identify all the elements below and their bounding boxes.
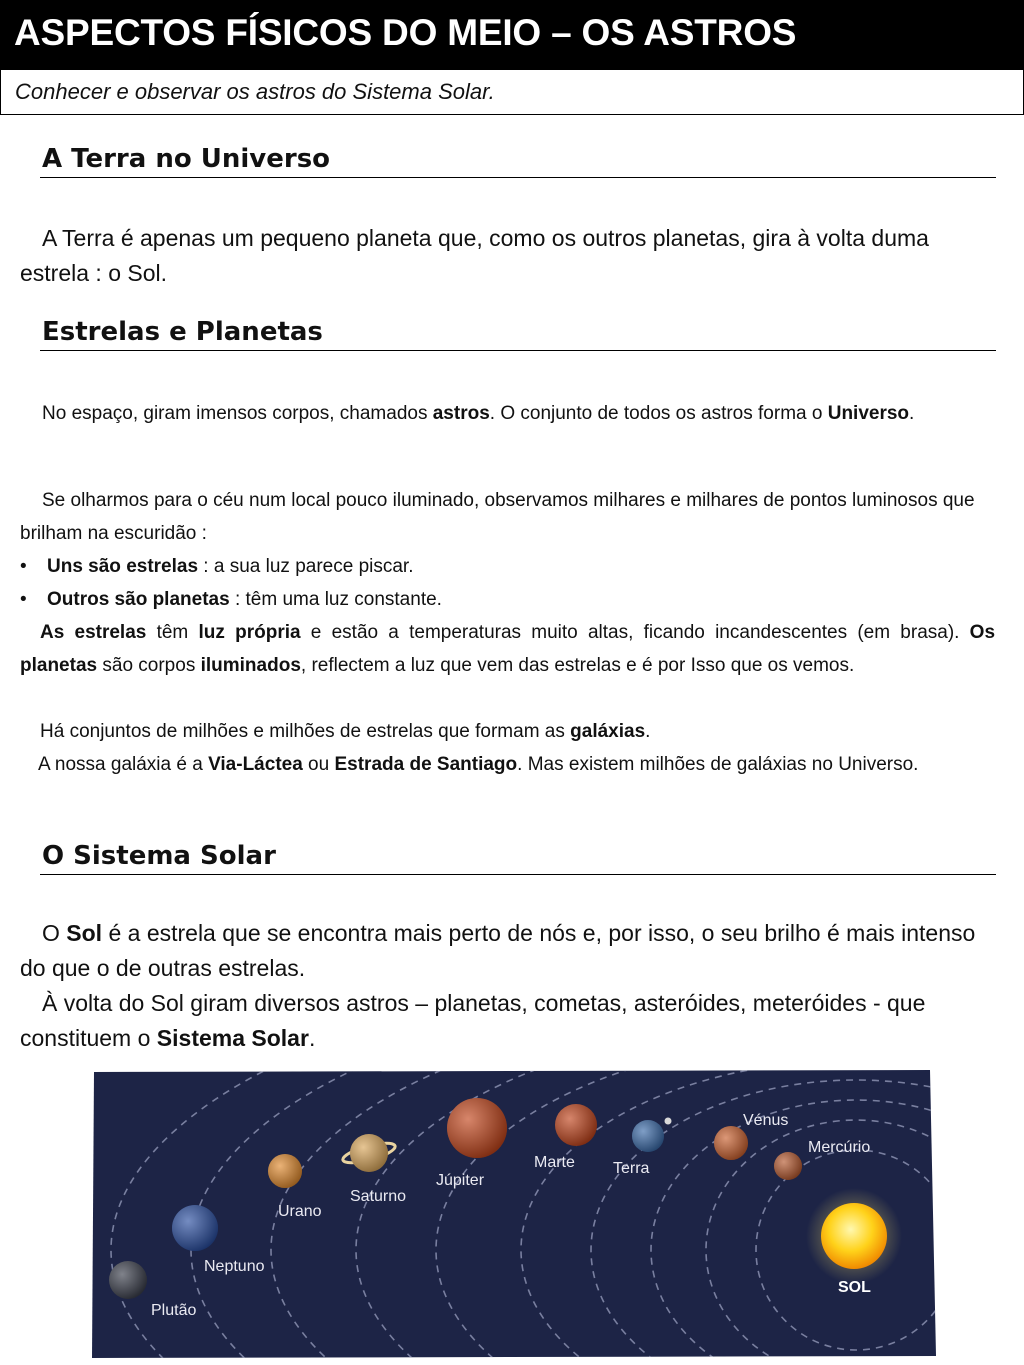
venus-label: Vénus xyxy=(743,1112,789,1129)
planet-shading xyxy=(555,1104,597,1146)
text-span: Se olharmos para o céu num local pouco iluminado, observamos milhares e milhares de pontos luminosos que brilham na escuridão : xyxy=(20,490,975,544)
bold-term: galáxias xyxy=(570,721,646,742)
bold-term-astros: astros xyxy=(432,403,490,424)
planet-shading xyxy=(714,1126,748,1160)
bullet-icon: • xyxy=(20,556,27,577)
planet-shading xyxy=(350,1134,388,1172)
page-subtitle: Conhecer e observar os astros do Sistema Solar. xyxy=(15,79,495,104)
paragraph-sol xyxy=(20,916,995,986)
uranus-label: Urano xyxy=(278,1203,322,1220)
paragraph-sistema-solar xyxy=(20,986,995,1056)
text-span: . xyxy=(909,403,915,424)
mars-label: Marte xyxy=(534,1154,575,1171)
bold-term: Outros são planetas xyxy=(47,589,230,610)
text-span: é a estrela que se encontra mais perto de nós e, por isso, o seu brilho é mais intenso do que o de outras estrelas. xyxy=(20,920,976,981)
bold-term: iluminados xyxy=(200,655,301,676)
text-span: À volta do Sol giram diversos astros – planetas, cometas, asteróides, meteróides - que constituem o xyxy=(20,990,926,1051)
paragraph-luz-propria xyxy=(20,616,995,682)
text-span: . O conjunto de todos os astros forma o xyxy=(489,403,828,424)
text-span: A nossa galáxia é a xyxy=(38,754,209,775)
bold-term: Via-Láctea xyxy=(208,754,303,775)
pluto-label: Plutão xyxy=(151,1302,197,1319)
section-heading-sistema xyxy=(40,838,996,875)
section-heading-sistema-text: O Sistema Solar xyxy=(42,841,276,871)
title-bar xyxy=(0,0,1024,69)
jupiter-label: Júpiter xyxy=(436,1172,485,1189)
text-span: , reflectem a luz que vem das estrelas e é por Isso que os vemos. xyxy=(300,655,855,676)
bold-term: Uns são estrelas xyxy=(47,556,199,577)
text-span: Há conjuntos de milhões e milhões de estrelas que formam as xyxy=(40,721,571,742)
bold-term: As estrelas xyxy=(40,622,147,643)
text-span: O xyxy=(42,920,67,946)
planet-shading xyxy=(172,1205,218,1251)
solar-system-image xyxy=(88,1068,938,1360)
paragraph-via-lactea xyxy=(20,748,995,781)
text-span: têm xyxy=(146,622,199,643)
text-span: . xyxy=(308,1025,316,1051)
sun-planet xyxy=(821,1203,887,1269)
planet-shading xyxy=(447,1098,507,1158)
subtitle-box xyxy=(0,69,1024,115)
saturn-label: Saturno xyxy=(350,1188,407,1205)
text-span: No espaço, giram imensos corpos, chamados xyxy=(42,403,433,424)
text-span: são corpos xyxy=(97,655,201,676)
bold-term: Estrada de Santiago xyxy=(334,754,518,775)
planet-shading xyxy=(109,1261,147,1299)
paragraph-terra-text: A Terra é apenas um pequeno planeta que, como os outros planetas, gira à volta duma estrela : o Sol. xyxy=(20,225,929,286)
bullet-item-estrelas xyxy=(20,550,995,583)
earth-label: Terra xyxy=(613,1160,650,1177)
mercury-label: Mercúrio xyxy=(808,1139,871,1156)
neptune-label: Neptuno xyxy=(204,1258,265,1275)
paragraph-terra xyxy=(20,221,995,291)
page-title: ASPECTOS FÍSICOS DO MEIO – OS ASTROS xyxy=(14,12,797,53)
bold-term: luz própria xyxy=(198,622,301,643)
section-heading-terra xyxy=(40,141,996,178)
bullet-icon: • xyxy=(20,589,27,610)
bold-term: Os planetas xyxy=(20,622,996,676)
space-background xyxy=(88,1068,938,1360)
sun-label: SOL xyxy=(838,1279,871,1296)
bullet-item-planetas xyxy=(20,583,995,616)
section-heading-estrelas xyxy=(40,314,996,351)
text-span: ou xyxy=(302,754,335,775)
paragraph-astros xyxy=(20,397,995,430)
section-heading-terra-text: A Terra no Universo xyxy=(42,144,331,174)
text-span: e estão a temperaturas muito altas, ficando incandescentes (em brasa). xyxy=(300,622,970,643)
text-span: . Mas existem milhões de galáxias no Universo. xyxy=(517,754,919,775)
bold-term: Sistema Solar xyxy=(156,1025,309,1051)
text-span: . xyxy=(645,721,651,742)
section-heading-estrelas-text: Estrelas e Planetas xyxy=(42,317,323,347)
text-span: : têm uma luz constante. xyxy=(229,589,442,610)
text-span: : a sua luz parece piscar. xyxy=(198,556,414,577)
planet-shading xyxy=(774,1152,802,1180)
paragraph-galaxias xyxy=(20,715,995,748)
bold-term: Sol xyxy=(66,920,103,946)
planet-shading xyxy=(632,1120,664,1152)
moon xyxy=(665,1118,672,1125)
planet-shading xyxy=(268,1154,302,1188)
bold-term-universo: Universo xyxy=(827,403,910,424)
paragraph-observar xyxy=(20,484,995,550)
solar-system-svg xyxy=(88,1068,938,1360)
